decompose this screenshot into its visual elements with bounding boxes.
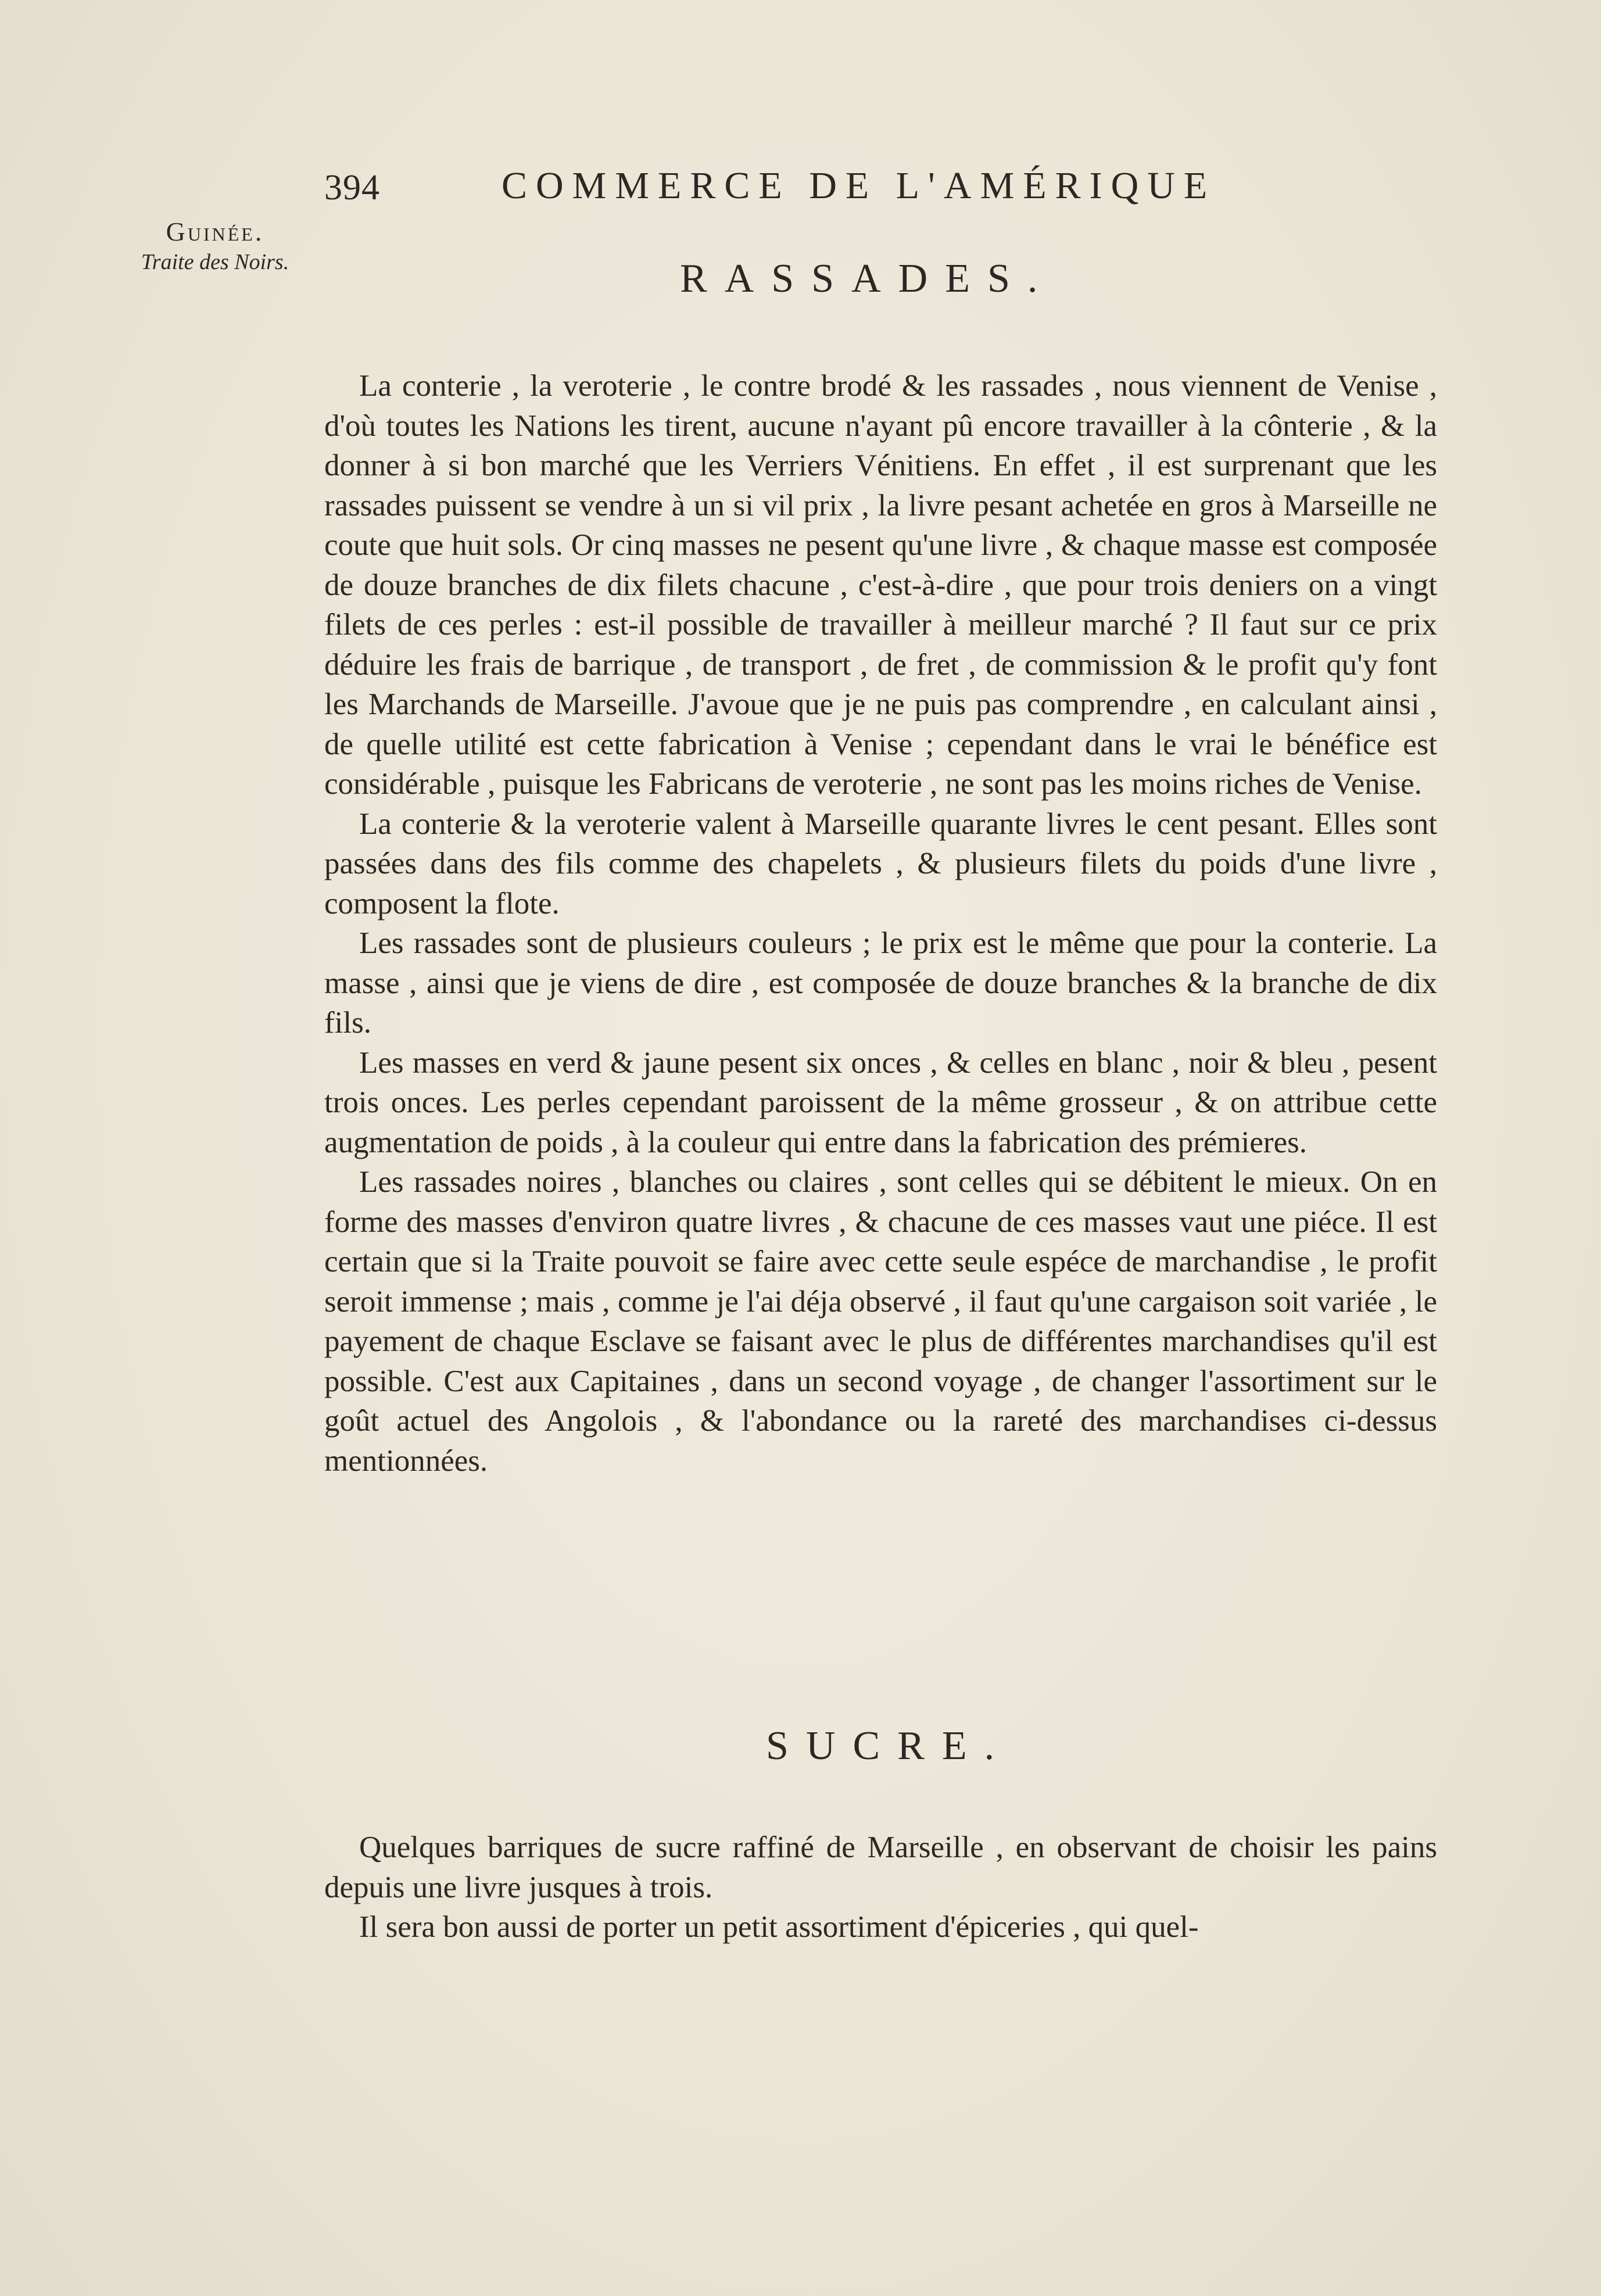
section-heading-rassades: RASSADES. — [680, 256, 1055, 301]
paragraph: Les rassades noires , blanches ou claires , sont celles qui se débitent le mieux. On en forme des masses d'environ quatre livres , & chacune de ces masses vaut une piéce. Il est certain que si la Traite pouvoit se faire avec cette seule espéce de marchandise , le profit seroit immense ; mais , comme je l'ai déja observé , il faut qu'une cargaison soit variée , le payement de chaque Esclave se faisant avec le plus de différentes marchandises qu'il est possible. C'est aux Capitaines , dans un second voyage , de changer l'assortiment sur le goût actuel des Angolois , & l'abondance ou la rareté des marchandises ci-dessus mentionnées. — [324, 1165, 1437, 1478]
paragraph: Il sera bon aussi de porter un petit assortiment d'épiceries , qui quel- — [359, 1910, 1199, 1944]
margin-note-subtitle: Traite des Noirs. — [141, 250, 289, 274]
running-head — [324, 164, 1301, 210]
margin-note-region: Guinée. — [166, 217, 264, 246]
section-body-rassades — [324, 366, 1437, 1481]
paragraph: Quelques barriques de sucre raffiné de Marseille , en observant de choisir les pains depuis une livre jusques à trois. — [324, 1831, 1437, 1904]
page-number: 394 — [324, 168, 380, 207]
paragraph: Les masses en verd & jaune pesent six onces , & celles en blanc , noir & bleu , pesent trois onces. Les perles cependant paroissent de la même grosseur , & on attribue cette augmentation de poids , à la couleur qui entre dans la fabrication des prémieres. — [324, 1045, 1437, 1159]
paragraph: La conterie & la veroterie valent à Marseille quarante livres le cent pesant. Elles sont passées dans des fils comme des chapelets , & plusieurs filets du poids d'une livre , composent la flote. — [324, 807, 1437, 920]
section-body-sucre — [324, 1828, 1437, 1947]
paragraph: La conterie , la veroterie , le contre brodé & les rassades , nous viennent de Venise , d'où toutes les Nations les tirent, aucune n'ayant pû encore travailler à la cônterie , & la donner à si bon marché que les Verriers Vénitiens. En effet , il est surprenant que les rassades puissent se vendre à un si vil prix , la livre pesant achetée en gros à Marseille ne coute que huit sols. Or cinq masses ne pesent qu'une livre , & chaque masse est composée de douze branches de dix filets chacune , c'est-à-dire , que pour trois deniers on a vingt filets de ces perles : est-il possible de travailler à meilleur marché ? Il faut sur ce prix déduire les frais de barrique , de transport , de fret , de commission & le profit qu'y font les Marchands de Marseille. J'avoue que je ne puis pas comprendre , en calculant ainsi , de quelle utilité est cette fabrication à Venise ; cependant dans le vrai le bénéfice est considérable , puisque les Fabricans de veroterie , ne sont pas les moins riches de Venise. — [324, 369, 1437, 801]
running-title: COMMERCE DE L'AMÉRIQUE — [502, 164, 1216, 207]
paragraph: Les rassades sont de plusieurs couleurs ; le prix est le même que pour la conterie. La masse , ainsi que je viens de dire , est composée de douze branches & la branche de dix fils. — [324, 926, 1437, 1040]
margin-note — [110, 216, 320, 275]
section-heading-sucre: SUCRE. — [766, 1724, 1012, 1768]
